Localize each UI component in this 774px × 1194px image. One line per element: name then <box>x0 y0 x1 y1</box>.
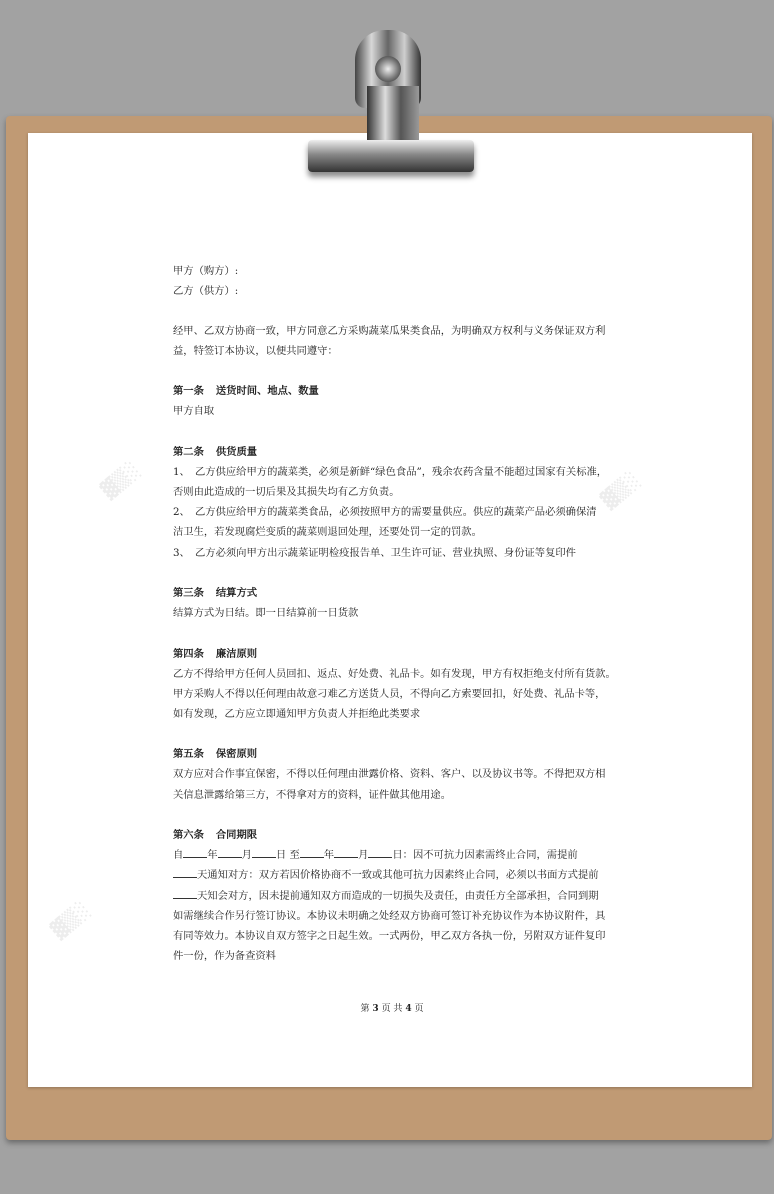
text-to: 至 <box>289 849 300 861</box>
blank-field <box>334 846 358 858</box>
article-number: 第六条 <box>173 829 204 841</box>
article-2-heading <box>173 442 257 462</box>
watermark: ▓▒░ <box>98 459 144 502</box>
blank-field <box>300 846 324 858</box>
contract-period-line <box>173 845 578 865</box>
text: 天知会对方，因未提前通知双方而造成的一切损失及责任，由责任方全部承担，合同到期 <box>197 890 599 902</box>
article-2-text: 2、 乙方供应给甲方的蔬菜类食品，必须按照甲方的需要量供应。供应的蔬菜产品必须确保清 <box>173 506 597 518</box>
article-title: 廉洁原则 <box>215 648 258 660</box>
text-month: 月 <box>358 849 369 861</box>
article-1-text: 甲方自取 <box>173 405 215 417</box>
text-year: 年 <box>207 849 218 861</box>
blank-field <box>173 866 197 878</box>
blank-field <box>173 887 197 899</box>
article-6-text: 件一份，作为备查资料 <box>173 950 276 962</box>
intro-line: 益，特签订本协议，以便共同遵守： <box>173 345 338 357</box>
text-tail: 日：因不可抗力因素需终止合同，需提前 <box>392 849 578 861</box>
party-a-line: 甲方（购方）: <box>173 265 239 277</box>
blank-field <box>183 846 207 858</box>
binder-clip-hole <box>375 56 401 82</box>
article-title: 保密原则 <box>215 748 258 760</box>
party-b-line: 乙方（供方）: <box>173 285 239 297</box>
blank-field <box>252 846 276 858</box>
article-number: 第一条 <box>173 385 204 397</box>
article-2-text: 3、 乙方必须向甲方出示蔬菜证明检疫报告单、卫生许可证、营业执照、身份证等复印件 <box>173 547 576 559</box>
text-day: 日 <box>275 849 287 861</box>
text-from: 自 <box>173 849 184 861</box>
article-4-heading <box>173 644 257 664</box>
article-4-text: 乙方不得给甲方任何人员回扣、返点、好处费、礼品卡。如有发现，甲方有权拒绝支付所有货款。 <box>173 668 616 680</box>
text: 天通知对方：双方若因价格协商不一致或其他可抗力因素终止合同，必须以书面方式提前 <box>197 869 599 881</box>
article-number: 第四条 <box>173 648 204 660</box>
article-number: 第三条 <box>173 587 204 599</box>
page-number: 第 3 页 共 4 页 <box>360 1004 424 1014</box>
blank-field <box>368 846 392 858</box>
article-6-text <box>173 865 599 885</box>
article-5-text: 双方应对合作事宜保密，不得以任何理由泄露价格、资料、客户、以及协议书等。不得把双方相 <box>173 768 606 780</box>
article-1-heading <box>173 381 319 401</box>
text-year: 年 <box>323 849 335 861</box>
article-3-text: 结算方式为日结。即一日结算前一日货款 <box>173 607 359 619</box>
article-6-text: 如需继续合作另行签订协议。本协议未明确之处经双方协商可签订补充协议作为本协议附件，具 <box>173 910 606 922</box>
binder-clip-body <box>367 86 419 142</box>
article-title: 供货质量 <box>215 446 258 458</box>
article-5-text: 关信息泄露给第三方，不得拿对方的资料，证件做其他用途。 <box>173 789 452 801</box>
article-2-text: 1、 乙方供应给甲方的蔬菜类，必须是新鲜“绿色食品”，残余农药含量不能超过国家有关标准， <box>173 466 608 478</box>
text-month: 月 <box>241 849 252 861</box>
article-2-text: 否则由此造成的一切后果及其损失均有乙方负责。 <box>173 486 400 498</box>
article-6-text <box>173 886 599 906</box>
article-3-heading <box>173 583 257 603</box>
article-5-heading <box>173 744 257 764</box>
article-title: 结算方式 <box>215 587 258 599</box>
article-title: 合同期限 <box>215 829 258 841</box>
article-number: 第五条 <box>173 748 204 760</box>
article-number: 第二条 <box>173 446 204 458</box>
article-4-text: 甲方采购人不得以任何理由故意刁难乙方送货人员，不得向乙方索要回扣，好处费、礼品卡等， <box>173 688 606 700</box>
watermark: ▓▒░ <box>48 899 94 942</box>
intro-line: 经甲、乙双方协商一致，甲方同意乙方采购蔬菜瓜果类食品，为明确双方权利与义务保证双方利 <box>173 325 606 337</box>
blank-field <box>218 846 242 858</box>
watermark: ▓▒░ <box>598 469 644 512</box>
article-6-heading <box>173 825 257 845</box>
article-title: 送货时间、地点、数量 <box>215 385 319 397</box>
article-6-text: 有同等效力。本协议自双方签字之日起生效。一式两份，甲乙双方各执一份，另附双方证件复印 <box>173 930 606 942</box>
binder-clip-base <box>308 140 474 172</box>
article-4-text: 如有发现，乙方应立即通知甲方负责人并拒绝此类要求 <box>173 708 421 720</box>
article-2-text: 洁卫生，若发现腐烂变质的蔬菜则退回处理，还要处罚一定的罚款。 <box>173 526 482 538</box>
